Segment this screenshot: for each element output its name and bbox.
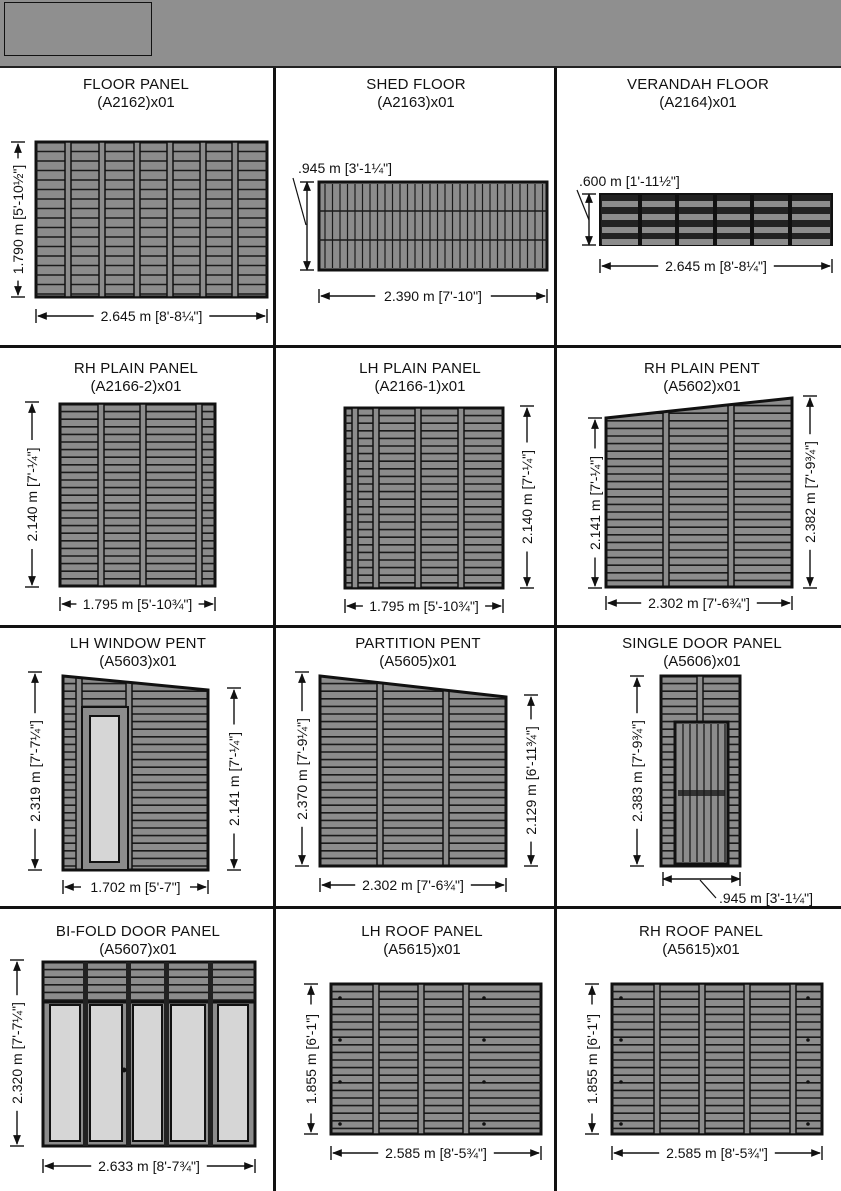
rh-roof-width-dim-label: 2.585 m [8'-5¾"] xyxy=(666,1145,768,1161)
panel-title-shed-floor: SHED FLOOR xyxy=(366,76,466,93)
partition-pent-drawing-stud xyxy=(377,676,383,866)
lh-roof-panel-drawing-stud xyxy=(373,984,379,1134)
floor-panel-drawing-stud xyxy=(232,142,238,297)
rh-roof-width-dim xyxy=(612,1145,822,1161)
lh-roof-width-dim-label: 2.585 m [8'-5¾"] xyxy=(385,1145,487,1161)
rh-plain-panel-drawing xyxy=(60,404,215,586)
panel-code-partition-pent: (A5605)x01 xyxy=(379,653,457,670)
rh-plain-pent-height-right-dim xyxy=(802,396,818,588)
panel-title-rh-roof-panel: RH ROOF PANEL xyxy=(638,923,763,940)
partition-pent-drawing xyxy=(320,676,506,866)
panel-title-bi-fold-door-panel: BI-FOLD DOOR PANEL xyxy=(55,923,221,940)
panel-code-floor-panel: (A2162)x01 xyxy=(97,94,175,111)
rh-plain-pent-drawing xyxy=(606,398,792,587)
lh-roof-nail xyxy=(482,1038,486,1042)
rh-roof-panel-drawing-stud xyxy=(790,984,796,1134)
lh-roof-nail xyxy=(338,1080,342,1084)
rh-plain-panel-width-dim xyxy=(60,596,215,612)
lh-roof-nail xyxy=(482,996,486,1000)
bi-fold-glass-pane xyxy=(133,1005,162,1141)
lh-roof-nail xyxy=(482,1080,486,1084)
rh-plain-panel-width-dim-label: 1.795 m [5'-10¾"] xyxy=(82,596,193,612)
bi-fold-door-panel-drawing xyxy=(43,962,255,1146)
single-door-height-dim xyxy=(629,676,645,866)
bi-fold-door-width-dim xyxy=(43,1158,255,1174)
lh-plain-panel-height-dim-label: 2.140 m [7'-¼"] xyxy=(519,449,535,545)
floor-panel-drawing-stud xyxy=(65,142,71,297)
bi-fold-handle xyxy=(122,1068,127,1073)
rh-plain-panel-drawing-stud xyxy=(98,404,104,586)
rh-roof-nail xyxy=(806,996,810,1000)
lh-roof-height-dim xyxy=(303,984,319,1134)
lh-roof-panel-drawing-stud xyxy=(463,984,469,1134)
bi-fold-glass-pane xyxy=(218,1005,248,1141)
bi-fold-divider xyxy=(164,962,169,1146)
lh-roof-nail xyxy=(338,996,342,1000)
lh-roof-panel-drawing-stud xyxy=(418,984,424,1134)
lh-window-pent-height-right-dim-label: 2.141 m [7'-¼"] xyxy=(226,731,242,827)
partition-pent-height-right-dim xyxy=(523,695,539,866)
lh-roof-nail xyxy=(482,1122,486,1126)
rh-plain-pent-drawing-stud xyxy=(663,398,669,587)
bi-fold-door-height-dim xyxy=(9,960,25,1146)
lh-roof-height-dim-label: 1.855 m [6'-1"] xyxy=(303,1013,319,1105)
verandah-floor-width-dim-label: 2.645 m [8'-8¼"] xyxy=(665,258,767,274)
verandah-floor-width-dim xyxy=(600,258,832,274)
shed-floor-width-dim xyxy=(319,288,547,304)
rh-roof-nail xyxy=(619,996,623,1000)
verandah-floor-height-dim-label: .600 m [1'-11½"] xyxy=(579,173,680,189)
lh-window-pent-height-right-dim xyxy=(226,688,242,870)
panel-code-rh-roof-panel: (A5615)x01 xyxy=(662,941,740,958)
bi-fold-glass-pane xyxy=(171,1005,205,1141)
panel-title-lh-plain-panel: LH PLAIN PANEL xyxy=(359,360,481,377)
rh-plain-panel-drawing-stud xyxy=(140,404,146,586)
rh-roof-nail xyxy=(806,1038,810,1042)
shed-floor-height-dim-label: .945 m [3'-1¼"] xyxy=(298,160,393,176)
single-door-width-dim xyxy=(663,872,813,906)
rh-plain-panel-height-dim xyxy=(24,402,40,587)
rh-roof-panel-drawing-stud xyxy=(744,984,750,1134)
verandah-floor-bearer xyxy=(675,194,679,245)
lh-plain-panel-drawing-stud xyxy=(373,408,379,588)
floor-panel-height-dim-label: 1.790 m [5'-10½"] xyxy=(10,164,26,275)
lh-roof-nail xyxy=(338,1122,342,1126)
single-door-panel-drawing xyxy=(661,676,740,866)
bi-fold-glass-pane xyxy=(50,1005,80,1141)
rh-roof-panel-drawing-stud xyxy=(699,984,705,1134)
panel-title-partition-pent: PARTITION PENT xyxy=(355,635,481,652)
rh-roof-nail xyxy=(806,1080,810,1084)
lh-plain-panel-drawing xyxy=(345,408,503,588)
panel-title-lh-window-pent: LH WINDOW PENT xyxy=(69,635,207,652)
rh-roof-nail xyxy=(619,1038,623,1042)
lh-roof-panel-drawing xyxy=(331,984,541,1134)
verandah-floor-bearer xyxy=(788,194,792,245)
lh-plain-panel-width-dim xyxy=(345,598,503,614)
shed-floor-drawing xyxy=(319,182,547,270)
panel-title-lh-roof-panel: LH ROOF PANEL xyxy=(361,923,483,940)
panel-code-lh-roof-panel: (A5615)x01 xyxy=(383,941,461,958)
verandah-floor-drawing xyxy=(600,194,832,245)
panel-code-verandah-floor: (A2164)x01 xyxy=(659,94,737,111)
rh-roof-nail xyxy=(806,1122,810,1126)
verandah-floor-bearer xyxy=(638,194,642,245)
lh-roof-width-dim xyxy=(331,1145,541,1161)
lh-plain-panel-height-dim xyxy=(519,406,535,588)
lh-window-pent-height-left-dim-label: 2.319 m [7'-7¼"] xyxy=(27,720,43,822)
panel-code-lh-window-pent: (A5603)x01 xyxy=(99,653,177,670)
rh-roof-panel-drawing xyxy=(612,984,822,1134)
bi-fold-door-height-dim-label: 2.320 m [7'-7¼"] xyxy=(9,1002,25,1104)
rh-plain-pent-height-right-dim-label: 2.382 m [7'-9¾"] xyxy=(802,441,818,543)
lh-plain-panel-drawing-stud xyxy=(352,408,358,588)
partition-pent-height-left-dim xyxy=(294,672,310,866)
partition-pent-height-left-dim-label: 2.370 m [7'-9¼"] xyxy=(294,718,310,820)
rh-plain-panel-height-dim-label: 2.140 m [7'-¼"] xyxy=(24,447,40,542)
panel-title-rh-plain-panel: RH PLAIN PANEL xyxy=(73,360,199,377)
rh-plain-pent-drawing-stud xyxy=(728,398,734,587)
shed-floor-width-dim-label: 2.390 m [7'-10"] xyxy=(384,288,482,304)
panel-code-bi-fold-door-panel: (A5607)x01 xyxy=(99,941,177,958)
rh-roof-nail xyxy=(619,1080,623,1084)
panel-code-shed-floor: (A2163)x01 xyxy=(377,94,455,111)
bi-fold-divider xyxy=(208,962,213,1146)
panel-code-lh-plain-panel: (A2166-1)x01 xyxy=(374,378,466,395)
lh-plain-panel-drawing-stud xyxy=(458,408,464,588)
verandah-floor-bearer xyxy=(750,194,754,245)
rh-roof-height-dim xyxy=(584,984,600,1134)
rh-plain-pent-height-left-dim xyxy=(587,418,603,588)
verandah-floor-bearer xyxy=(713,194,717,245)
lh-window-pent-drawing xyxy=(63,676,208,870)
floor-panel-drawing-stud xyxy=(99,142,105,297)
rh-roof-nail xyxy=(619,1122,623,1126)
partition-pent-width-dim-label: 2.302 m [7'-6¾"] xyxy=(362,877,464,893)
lh-plain-panel-drawing-stud xyxy=(415,408,421,588)
floor-panel-height-dim xyxy=(10,142,26,297)
bi-fold-glass-pane xyxy=(90,1005,122,1141)
panel-code-rh-plain-pent: (A5602)x01 xyxy=(663,378,741,395)
single-door-width-dim-label: .945 m [3'-1¼"] xyxy=(719,890,814,906)
floor-panel-drawing xyxy=(36,142,267,297)
rh-roof-panel-drawing-stud xyxy=(654,984,660,1134)
floor-panel-width-dim-label: 2.645 m [8'-8¼"] xyxy=(100,308,203,324)
panel-title-verandah-floor: VERANDAH FLOOR xyxy=(627,76,769,93)
panel-title-floor-panel: FLOOR PANEL xyxy=(82,76,190,93)
bi-fold-divider xyxy=(83,962,88,1146)
floor-panel-drawing-stud xyxy=(200,142,206,297)
partition-pent-height-right-dim-label: 2.129 m [6'-11¾"] xyxy=(523,726,539,835)
lh-plain-panel-width-dim-label: 1.795 m [5'-10¾"] xyxy=(369,598,479,614)
bi-fold-divider xyxy=(126,962,131,1146)
panel-code-rh-plain-panel: (A2166-2)x01 xyxy=(90,378,182,395)
rh-plain-pent-width-dim-label: 2.302 m [7'-6¾"] xyxy=(648,595,750,611)
bi-fold-door-width-dim-label: 2.633 m [8'-7¾"] xyxy=(98,1158,200,1174)
panel-title-single-door-panel: SINGLE DOOR PANEL xyxy=(622,635,782,652)
lh-window-pent-width-dim xyxy=(63,879,208,895)
floor-panel-drawing-stud xyxy=(134,142,140,297)
partition-pent-drawing-stud xyxy=(443,676,449,866)
rh-roof-height-dim-label: 1.855 m [6'-1"] xyxy=(584,1013,600,1105)
lh-roof-nail xyxy=(338,1038,342,1042)
panel-title-rh-plain-pent: RH PLAIN PENT xyxy=(644,360,760,377)
panel-code-single-door-panel: (A5606)x01 xyxy=(663,653,741,670)
floor-panel-width-dim xyxy=(36,308,267,324)
lh-window-pent-width-dim-label: 1.702 m [5'-7"] xyxy=(90,879,181,895)
single-door-height-dim-label: 2.383 m [7'-9¾"] xyxy=(629,720,645,822)
lh-window-pent-glass xyxy=(90,716,119,862)
rh-plain-panel-drawing-stud xyxy=(196,404,202,586)
rh-plain-pent-height-left-dim-label: 2.141 m [7'-¼"] xyxy=(587,455,603,551)
rh-plain-pent-width-dim xyxy=(606,595,792,611)
partition-pent-width-dim xyxy=(320,877,506,893)
floor-panel-drawing-stud xyxy=(167,142,173,297)
lh-window-pent-height-left-dim xyxy=(27,672,43,870)
lh-plain-panel-drawing-frame xyxy=(345,408,503,588)
